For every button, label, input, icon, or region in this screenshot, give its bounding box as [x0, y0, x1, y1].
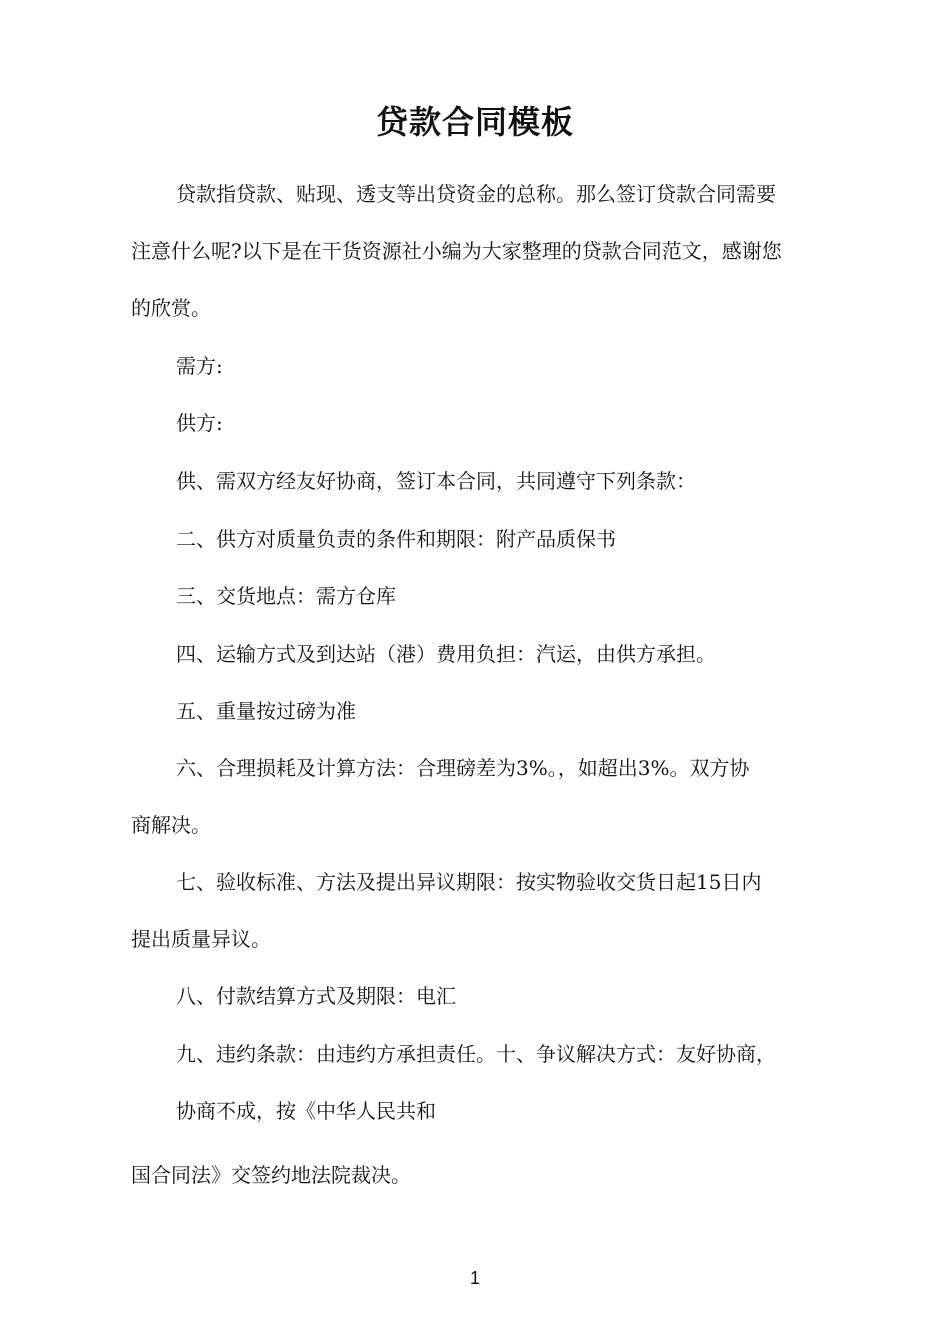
clause-6-line-2: 商解决。: [131, 813, 211, 837]
party-supply: 供方:: [176, 411, 223, 435]
intro-line-2: 注意什么呢?以下是在干货资源社小编为大家整理的贷款合同范文，感谢您: [131, 239, 782, 263]
clause-2: 二、供方对质量负责的条件和期限：附产品质保书: [176, 527, 616, 551]
clause-7-line-1: 七、验收标准、方法及提出异议期限：按实物验收交货日起15日内: [176, 870, 762, 894]
preamble: 供、需双方经友好协商，签订本合同，共同遵守下列条款：: [176, 469, 696, 493]
clause-6-line-1: 六、合理损耗及计算方法：合理磅差为3%。，如超出3%。双方协: [176, 756, 750, 780]
clause-3: 三、交货地点：需方仓库: [176, 584, 396, 608]
clause-9-line-3: 国合同法》交签约地法院裁决。: [131, 1163, 411, 1187]
clause-8: 八、付款结算方式及期限：电汇: [176, 984, 456, 1008]
intro-line-3: 的欣赏。: [131, 296, 211, 320]
clause-9-line-2: 协商不成，按《中华人民共和: [176, 1099, 436, 1123]
document-title: 贷款合同模板: [375, 103, 574, 141]
clause-7-line-2: 提出质量异议。: [131, 927, 271, 951]
clause-5: 五、重量按过磅为准: [176, 699, 356, 723]
intro-line-1: 贷款指贷款、贴现、透支等出贷资金的总称。那么签订贷款合同需要: [176, 182, 776, 206]
page-number: 1: [469, 1268, 480, 1288]
party-demand: 需方:: [176, 354, 223, 378]
clause-9-line-1: 九、违约条款：由违约方承担责任。十、争议解决方式：友好协商，: [176, 1042, 776, 1066]
clause-4: 四、运输方式及到达站（港）费用负担：汽运，由供方承担。: [176, 642, 716, 666]
